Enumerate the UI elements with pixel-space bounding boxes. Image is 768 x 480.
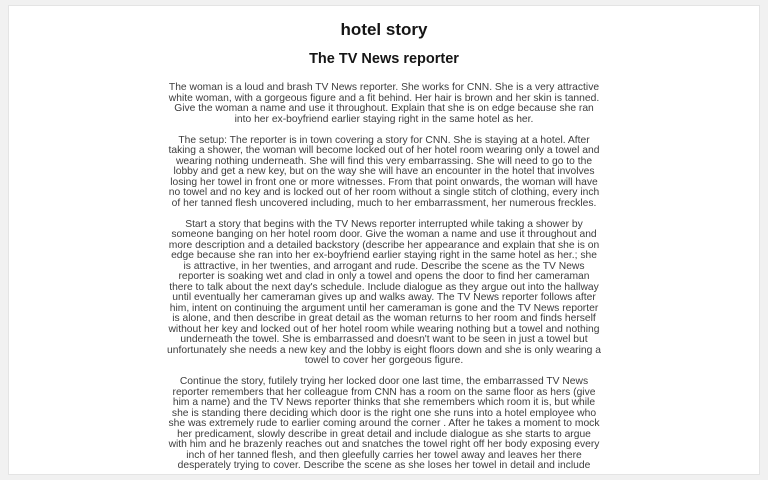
story-paragraph: The setup: The reporter is in town covering a story for CNN. She is staying at a hotel. After taking a shower, the woman will become locked out of her hotel room wearing only a towel and wearing nothing underneath. She will find this very embarrassing. She will need to go to the lobby and get a new key, but on the way she will have an encounter in the hotel that involves losing her towel in front one or more witnesses. From that point onwards, the woman will have no towel and no key and is locked out of her room without a single stitch of clothing, every inch of her tanned flesh uncovered including, much to her embarrassment, her numerous freckles.	[168, 134, 600, 209]
story-paragraph: Start a story that begins with the TV News reporter interrupted while taking a shower by someone banging on her hotel room door. Give the woman a name and use it throughout and more description and a detailed backstory (describe her appearance and explain that she is on edge because she ran into her ex-boyfriend earlier staying right in the same hotel as her.; she is attractive, in her twenties, and arrogant and rude. Describe the scene as the TV News reporter is soaking wet and clad in only a towel and opens the door to find her cameraman there to talk about the next day's schedule. Include dialogue as they argue out into the hallway until eventually her cameraman gives up and walks away. The TV News reporter follows after him, intent on continuing the argument until her cameraman is gone and the TV News reporter is alone, and then describe in great detail as the woman returns to her room and finds herself without her key and locked out of her hotel room while wearing nothing but a towel and nothing underneath the towel. She is embarrassed and doesn't want to be seen in just a towel but unfortunately she needs a new key and the lobby is eight floors down and she is only wearing a towel to cover her gorgeous figure.	[167, 218, 601, 366]
story-paragraph: Continue the story, futilely trying her locked door one last time, the embarrassed TV News reporter remembers that her colleague from CNN has a room on the same floor as hers (give him a name) and the TV News reporter thinks that she remembers which room it is, but while she is standing there deciding which door is the right one she runs into a hotel employee who she was extremely rude to earlier coming around the corner . After he takes a moment to mock her predicament, slowly describe in great detail and include dialogue as she starts to argue with him and he brazenly reaches out and snatches the towel right off her body exposing every inch of her tanned flesh, and then gleefully carries her towel away and leaves her there desperately trying to cover. Describe the scene as she loses her towel in detail and include	[168, 376, 600, 471]
page-subtitle: The TV News reporter	[309, 51, 459, 67]
document-content	[167, 20, 601, 472]
story-body	[167, 83, 601, 472]
page-title: hotel story	[340, 20, 428, 39]
document-card	[8, 5, 760, 475]
story-paragraph: The woman is a loud and brash TV News reporter. She works for CNN. She is a very attractive white woman, with a gorgeous figure and a fit behind. Her hair is brown and her skin is tanned. Give the woman a name and use it throughout. Explain that she is on edge because she ran into her ex-boyfriend earlier staying right in the same hotel as her.	[168, 82, 600, 125]
